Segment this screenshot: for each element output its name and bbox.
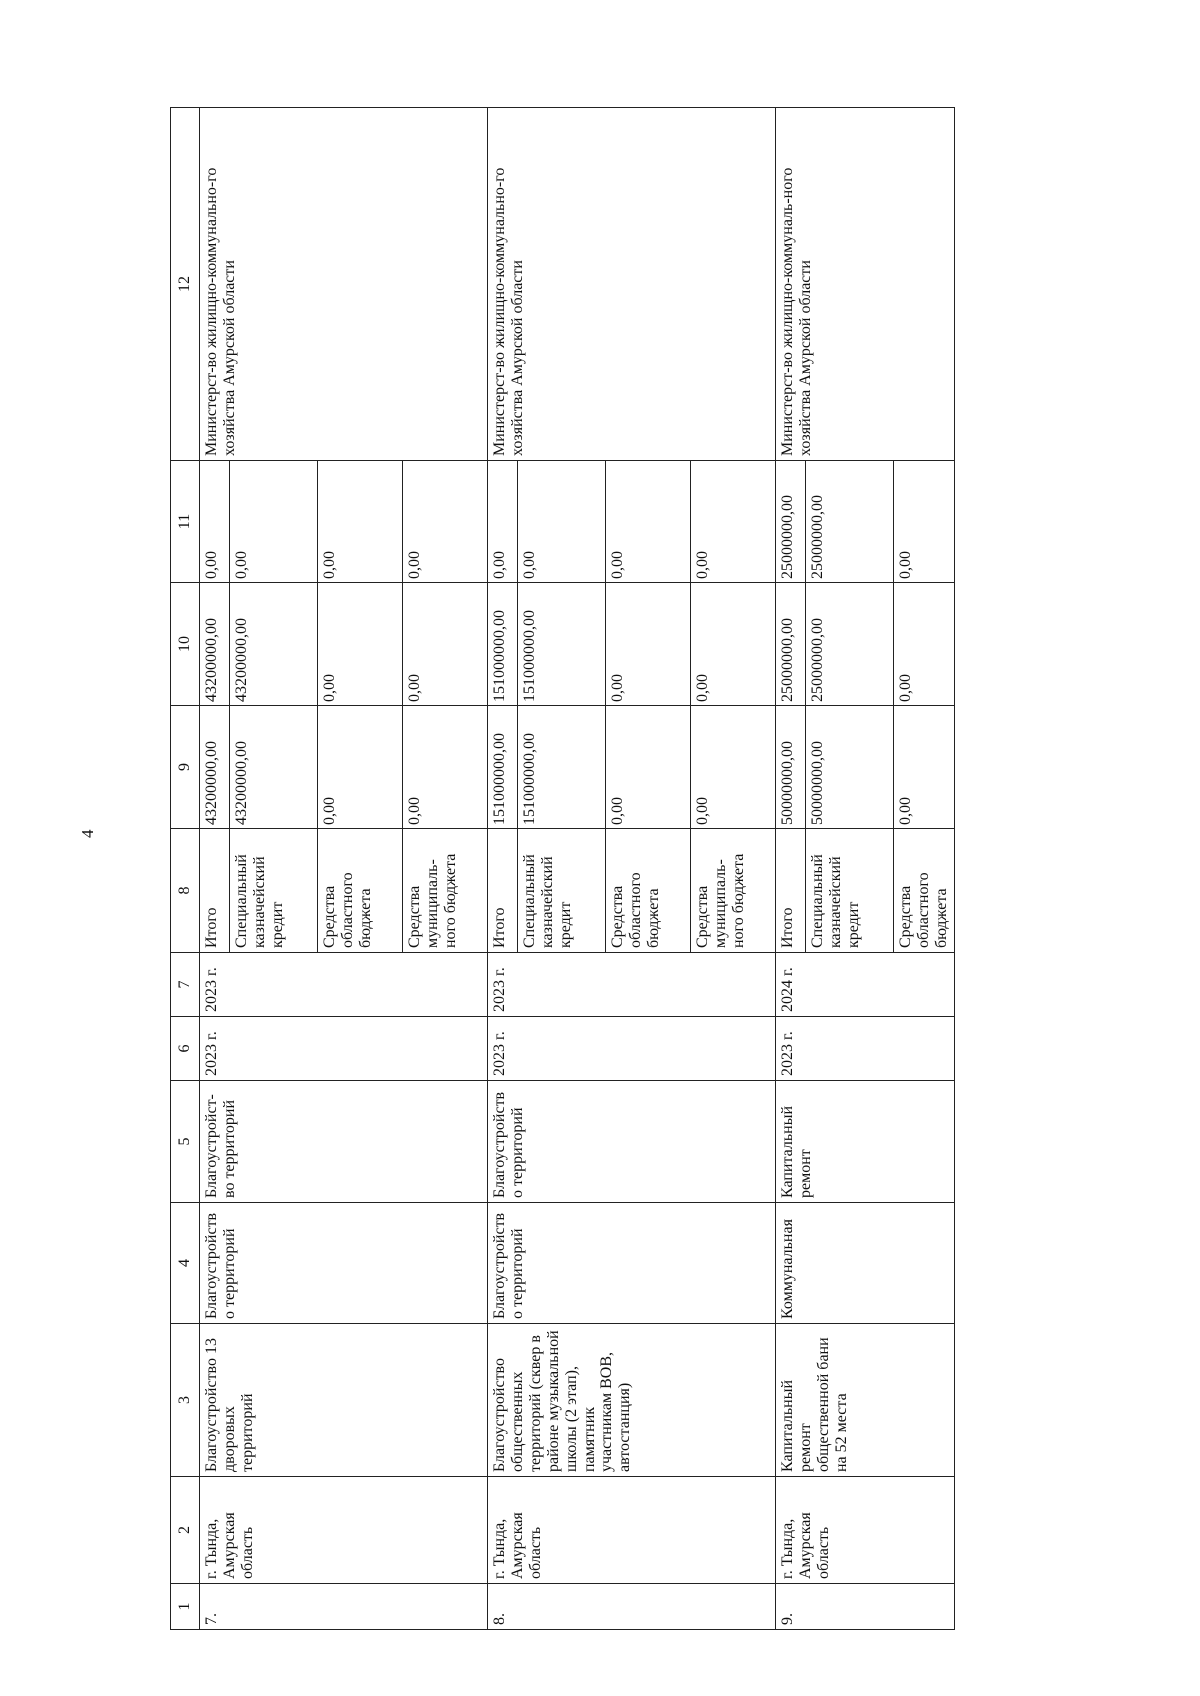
- table-row: [776, 108, 806, 1630]
- location-cell: г. Тында, Амурская область: [200, 1477, 488, 1584]
- amount-col11: 0,00: [403, 461, 488, 583]
- column-header: 4: [171, 1203, 200, 1324]
- funding-source-label: Итого: [488, 829, 518, 953]
- amount-col11: 0,00: [606, 461, 691, 583]
- amount-col10: 43200000,00: [230, 583, 318, 706]
- amount-col11: 0,00: [200, 461, 230, 583]
- work-type-cell: Капитальный ремонт: [776, 1081, 955, 1203]
- funding-source-label: Итого: [200, 829, 230, 953]
- funding-source-label: Специальный казначейский кредит: [230, 829, 318, 953]
- header-row: [171, 108, 200, 1630]
- amount-col9: 0,00: [606, 706, 691, 829]
- responsible-ministry-cell: Министерст-во жилищно-коммунально-го хозяйства Амурской области: [200, 108, 488, 461]
- column-header: 2: [171, 1477, 200, 1584]
- start-year-cell: 2023 г.: [200, 1017, 488, 1081]
- amount-col9: 0,00: [403, 706, 488, 829]
- amount-col10: 0,00: [606, 583, 691, 706]
- start-year-cell: 2023 г.: [776, 1017, 955, 1081]
- start-year-cell: 2023 г.: [488, 1017, 776, 1081]
- end-year-cell: 2023 г.: [488, 953, 776, 1017]
- amount-col9: 50000000,00: [806, 706, 894, 829]
- work-type-cell: Благоустройство территорий: [488, 1081, 776, 1203]
- amount-col11: 25000000,00: [776, 461, 806, 583]
- amount-col9: 50000000,00: [776, 706, 806, 829]
- object-table: [170, 107, 955, 1630]
- rotation-frame: [170, 108, 1096, 1630]
- end-year-cell: 2024 г.: [776, 953, 955, 1017]
- column-header: 10: [171, 583, 200, 706]
- column-header: 9: [171, 706, 200, 829]
- funding-source-label: Средства областного бюджета: [894, 829, 955, 953]
- work-type-cell: Благоустройст-во территорий: [200, 1081, 488, 1203]
- amount-col9: 0,00: [894, 706, 955, 829]
- amount-col9: 43200000,00: [200, 706, 230, 829]
- amount-col10: 25000000,00: [776, 583, 806, 706]
- amount-col10: 151000000,00: [488, 583, 518, 706]
- column-header: 6: [171, 1017, 200, 1081]
- amount-col10: 151000000,00: [518, 583, 606, 706]
- table-body: [171, 108, 955, 1630]
- amount-col10: 43200000,00: [200, 583, 230, 706]
- page-number: 4: [78, 829, 97, 838]
- amount-col10: 0,00: [318, 583, 403, 706]
- sphere-cell: Коммунальная: [776, 1203, 955, 1324]
- amount-col11: 0,00: [518, 461, 606, 583]
- amount-col11: 0,00: [894, 461, 955, 583]
- amount-col9: 151000000,00: [518, 706, 606, 829]
- amount-col9: 43200000,00: [230, 706, 318, 829]
- column-header: 12: [171, 108, 200, 461]
- amount-col9: 0,00: [691, 706, 776, 829]
- rotated-table-area: [170, 108, 1096, 1630]
- funding-source-label: Средства областного бюджета: [606, 829, 691, 953]
- funding-source-label: Средства муниципаль-ного бюджета: [403, 829, 488, 953]
- location-cell: г. Тында, Амурская область: [488, 1477, 776, 1584]
- table-row: [488, 108, 518, 1630]
- responsible-ministry-cell: Министерст-во жилищно-коммуналь-ного хозяйства Амурской области: [776, 108, 955, 461]
- row-number: 8.: [488, 1584, 776, 1630]
- amount-col9: 0,00: [318, 706, 403, 829]
- responsible-ministry-cell: Министерст-во жилищно-коммунально-го хозяйства Амурской области: [488, 108, 776, 461]
- location-cell: г. Тында, Амурская область: [776, 1477, 955, 1584]
- column-header: 3: [171, 1324, 200, 1477]
- amount-col11: 0,00: [691, 461, 776, 583]
- object-name-cell: Благоустройство общественных территорий (сквер в районе музыкальной школы (2 этап), памятник участникам ВОВ, автостанция): [488, 1324, 776, 1477]
- row-number: 7.: [200, 1584, 488, 1630]
- funding-source-label: Специальный казначейский кредит: [806, 829, 894, 953]
- funding-source-label: Итого: [776, 829, 806, 953]
- end-year-cell: 2023 г.: [200, 953, 488, 1017]
- column-header: 11: [171, 461, 200, 583]
- column-header: 7: [171, 953, 200, 1017]
- sphere-cell: Благоустройство территорий: [488, 1203, 776, 1324]
- table-row: [200, 108, 230, 1630]
- object-name-cell: Капитальный ремонт общественной бани на 52 места: [776, 1324, 955, 1477]
- column-header: 1: [171, 1584, 200, 1630]
- amount-col10: 0,00: [894, 583, 955, 706]
- sphere-cell: Благоустройство территорий: [200, 1203, 488, 1324]
- amount-col10: 25000000,00: [806, 583, 894, 706]
- column-header: 5: [171, 1081, 200, 1203]
- row-number: 9.: [776, 1584, 955, 1630]
- amount-col11: 0,00: [318, 461, 403, 583]
- amount-col10: 0,00: [403, 583, 488, 706]
- amount-col11: 0,00: [488, 461, 518, 583]
- column-header: 8: [171, 829, 200, 953]
- amount-col11: 25000000,00: [806, 461, 894, 583]
- funding-source-label: Средства областного бюджета: [318, 829, 403, 953]
- funding-source-label: Средства муниципаль-ного бюджета: [691, 829, 776, 953]
- amount-col10: 0,00: [691, 583, 776, 706]
- amount-col11: 0,00: [230, 461, 318, 583]
- amount-col9: 151000000,00: [488, 706, 518, 829]
- funding-source-label: Специальный казначейский кредит: [518, 829, 606, 953]
- object-name-cell: Благоустройство 13 дворовых территорий: [200, 1324, 488, 1477]
